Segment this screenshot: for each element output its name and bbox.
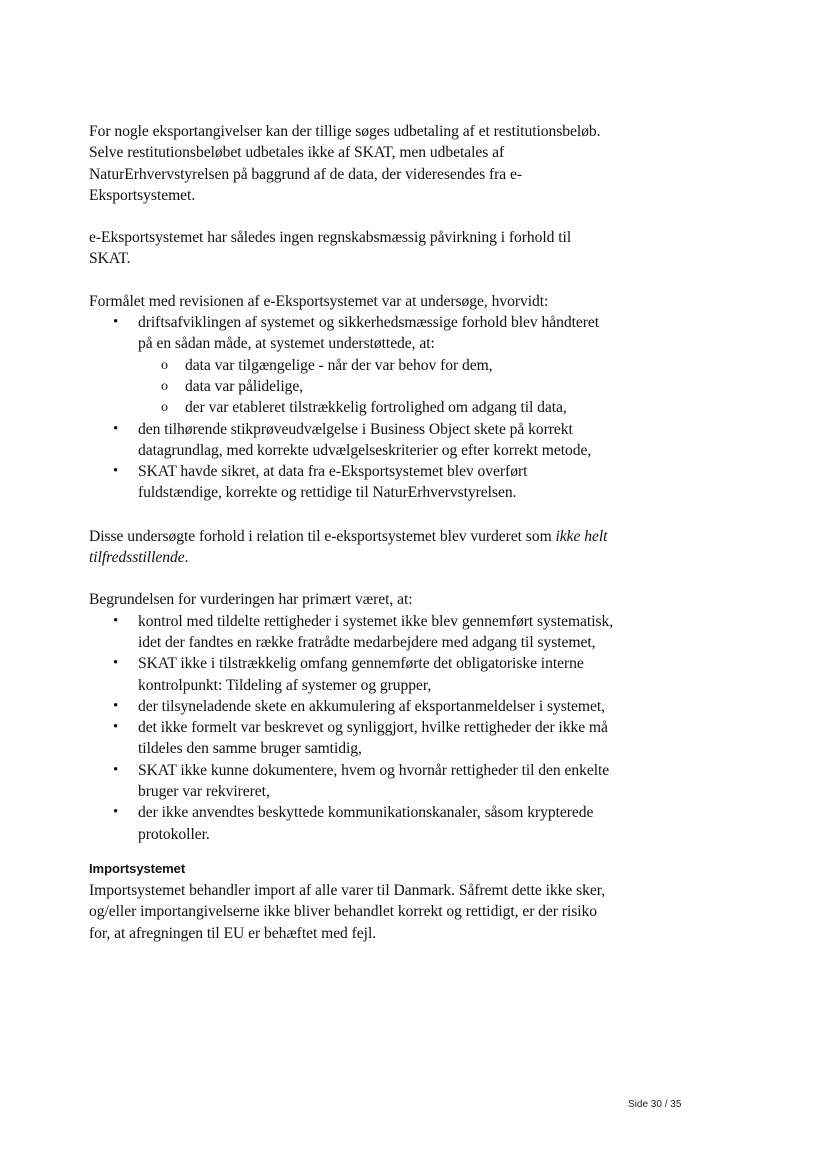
list-item: • SKAT havde sikret, at data fra e-Eksportsystemet blev overført fuldstændige, korrekte og rettidige til NaturErhvervstyrelsen.: [89, 461, 614, 504]
paragraph-reasons-intro: Begrundelsen for vurderingen har primært været, at:: [89, 591, 413, 609]
paragraph-import-system: Importsystemet behandler import af alle varer til Danmark. Såfremt dette ikke sker, og/eller importangivelserne ikke bliver behandlet korrekt og rettidigt, er der risiko for, at afregningen til EU er behæftet med fejl.: [89, 881, 606, 942]
paragraph-audit-purpose: Formålet med revisionen af e-Eksportsystemet var at undersøge, hvorvidt:: [89, 292, 549, 310]
assessment-end: .: [184, 549, 189, 567]
list-item: • den tilhørende stikprøveudvælgelse i Business Object skete på korrekt datagrundlag, med korrekte udvælgelseskriterier og efter korrekt metode,: [89, 419, 614, 462]
section-heading-importsystemet: Importsystemet: [89, 860, 186, 876]
list-item: [89, 312, 614, 418]
paragraph-restitution: For nogle eksportangivelser kan der tillige søges udbetaling af et restitutionsbeløb. Selve restitutionsbeløbet udbetales ikke af SKAT, men udbetales af NaturErhvervstyrelsen på baggrund af de data, der videresendes fra e-Eksportsystemet.: [89, 123, 601, 204]
list-item: • SKAT ikke kunne dokumentere, hvem og hvornår rettigheder til den enkelte bruger var rekvireret,: [89, 760, 614, 803]
assessment-emphasis: ikke helt tilfredsstillende: [89, 527, 608, 567]
purpose-item-operations: driftsafviklingen af systemet og sikkerhedsmæssige forhold blev håndteret på en sådan måde, at systemet understøttede, at:: [138, 314, 600, 353]
assessment-text: Disse undersøgte forhold i relation til e-eksportsystemet blev vurderet som: [89, 527, 556, 545]
list-item: • der tilsyneladende skete en akkumulering af eksportanmeldelser i systemet,: [89, 696, 614, 717]
reasons-list: [89, 611, 614, 845]
list-item: • det ikke formelt var beskrevet og synliggjort, hvilke rettigheder der ikke må tildeles den samme bruger samtidig,: [89, 717, 614, 760]
page-body: [89, 121, 614, 944]
paragraph-no-accounting-impact: e-Eksportsystemet har således ingen regnskabsmæssig påvirkning i forhold til SKAT.: [89, 229, 572, 268]
list-item: • SKAT ikke i tilstrækkelig omfang gennemførte det obligatoriske interne kontrolpunkt: Tildeling af systemer og grupper,: [89, 653, 614, 696]
list-item: o der var etableret tilstrækkelig fortrolighed om adgang til data,: [138, 397, 614, 418]
paragraph-assessment: [89, 526, 614, 569]
list-item: o data var tilgængelige - når der var behov for dem,: [138, 355, 614, 376]
list-item: • kontrol med tildelte rettigheder i systemet ikke blev gennemført systematisk, idet der fandtes en række fratrådte medarbejdere med adgang til systemet,: [89, 611, 614, 654]
purpose-sublist: [138, 355, 614, 419]
list-item: • der ikke anvendtes beskyttede kommunikationskanaler, såsom krypterede protokoller.: [89, 802, 614, 845]
purpose-list: [89, 312, 614, 504]
list-item: o data var pålidelige,: [138, 376, 614, 397]
page-number: Side 30 / 35: [628, 1099, 682, 1110]
